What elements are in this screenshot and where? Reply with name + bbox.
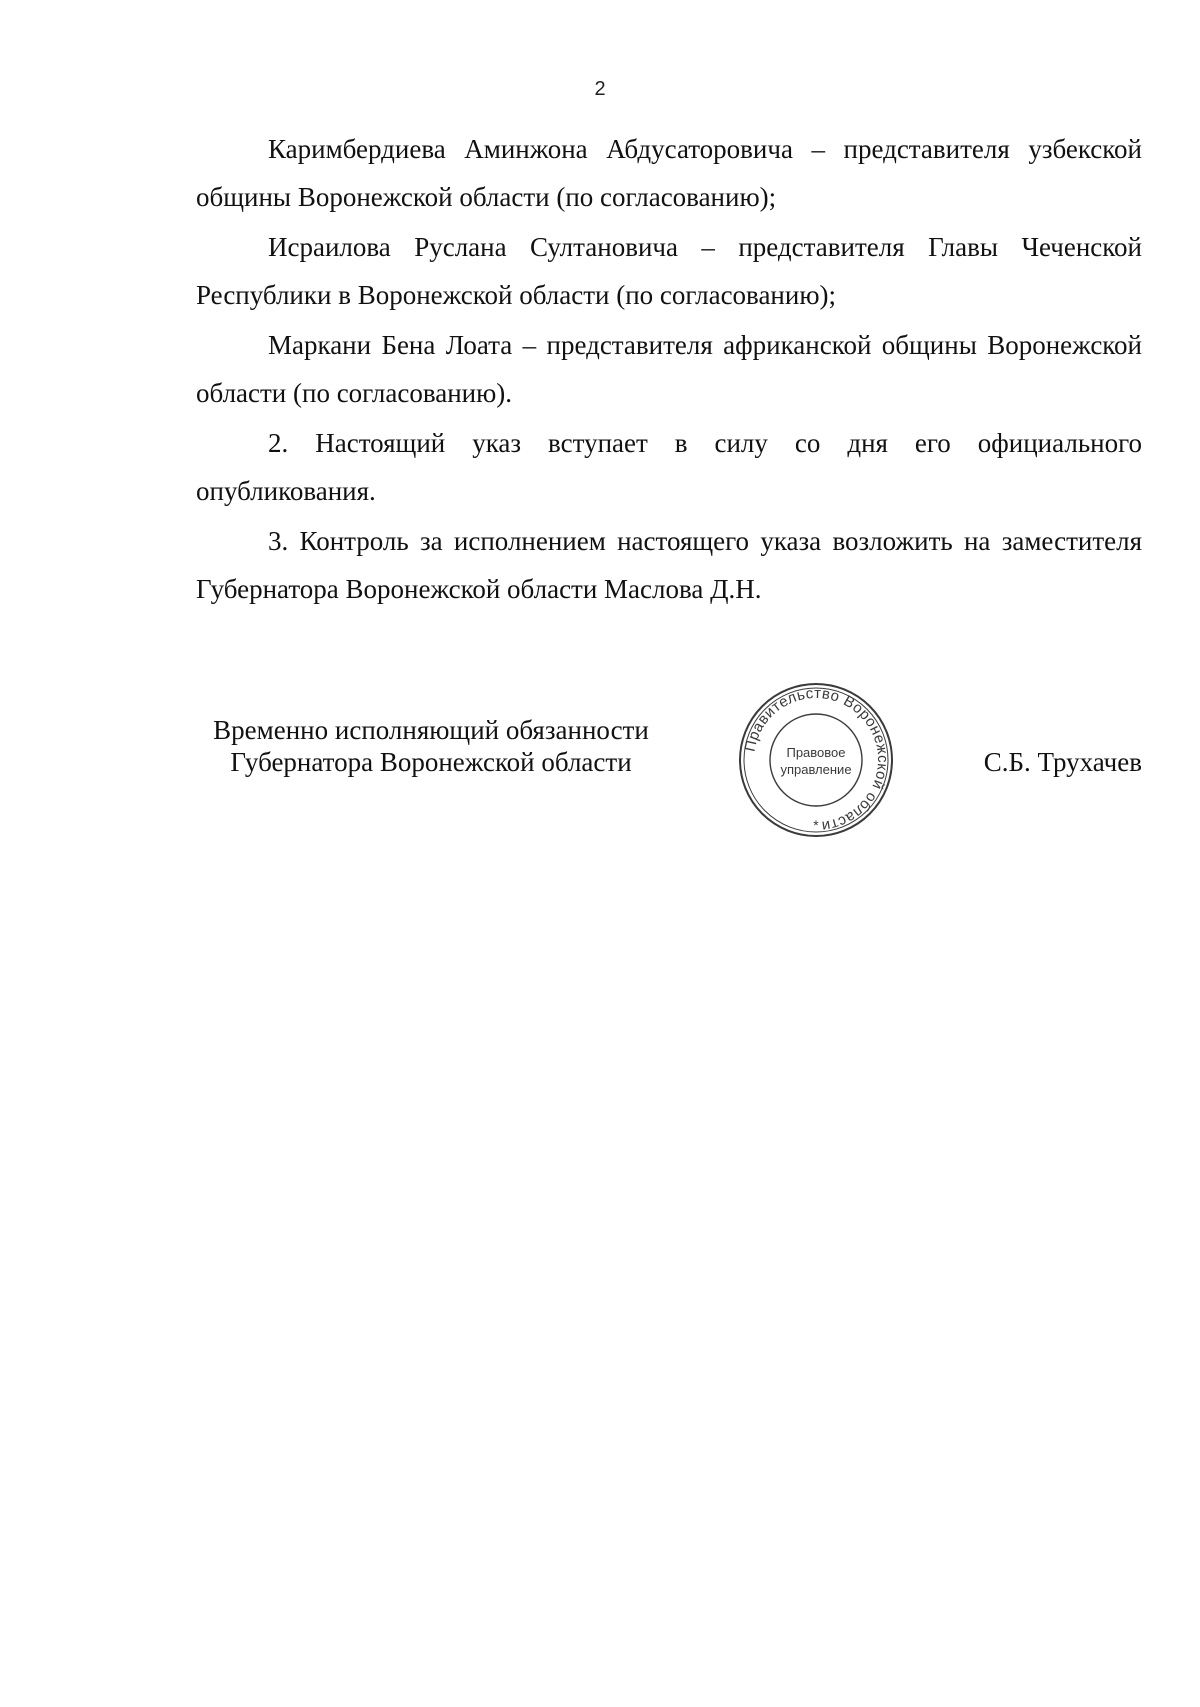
paragraph-markani: Маркани Бена Лоата – представителя африканской общины Воронежской области (по согласованию). — [196, 330, 1142, 408]
paragraph-control: 3. Контроль за исполнением настоящего указа возложить на заместителя Губернатора Воронежской области Маслова Д.Н. — [196, 526, 1142, 604]
stamp-outer-text: Правительство Воронежской области — [741, 684, 892, 835]
paragraph-karimberdiev: Каримбердиева Аминжона Абдусаторовича – представителя узбекской общины Воронежской области (по согласованию); — [196, 134, 1142, 212]
document-body — [196, 125, 1142, 615]
stamp-inner-line2: управление — [780, 762, 852, 777]
signature-block — [196, 684, 1142, 860]
stamp-inner-line1: Правовое — [786, 745, 846, 760]
signatory-position-line1: Временно исполняющий обязанности — [213, 715, 649, 745]
stamp-center-ring — [770, 714, 862, 806]
page-number: 2 — [594, 78, 606, 100]
official-stamp — [736, 680, 896, 840]
stamp-outer-ring — [740, 684, 892, 836]
signatory-name: С.Б. Трухачев — [983, 747, 1142, 777]
signatory-position — [196, 714, 666, 778]
paragraph-effective-date: 2. Настоящий указ вступает в силу со дня его официального опубликования. — [196, 428, 1142, 506]
signatory-position-line2: Губернатора Воронежской области — [230, 747, 632, 777]
paragraph-israilov: Исраилова Руслана Султановича – представителя Главы Чеченской Республики в Воронежской области (по согласованию); — [196, 232, 1142, 310]
stamp-star: * — [813, 817, 819, 833]
